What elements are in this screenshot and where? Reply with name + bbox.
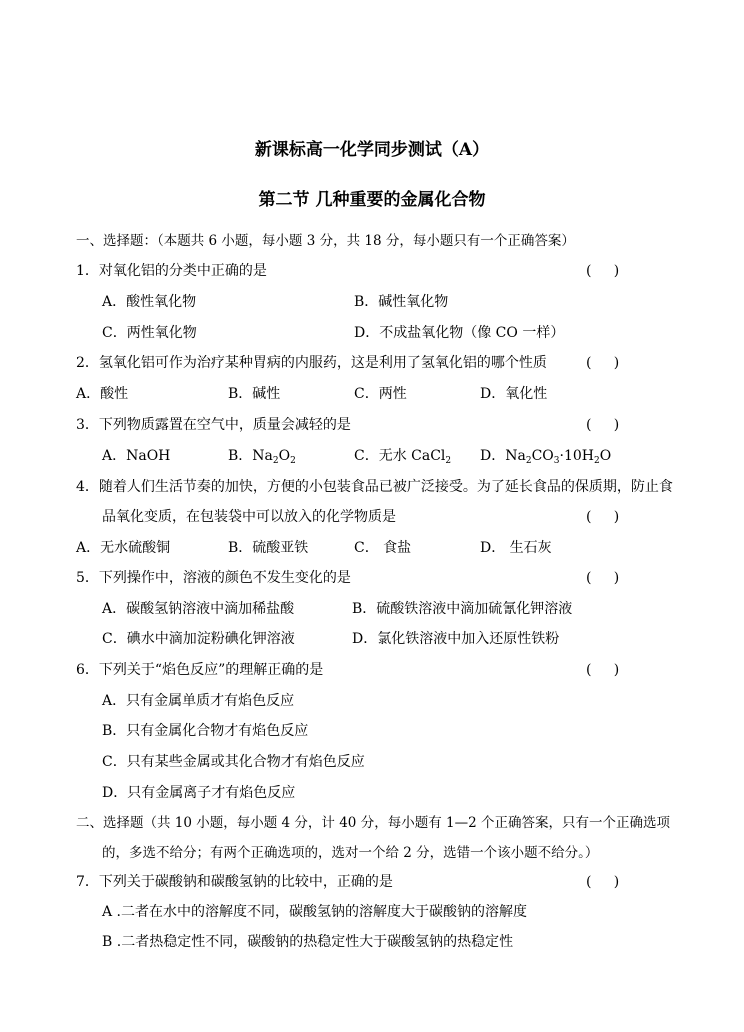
question-4-option-b: B．硫酸亚铁 <box>228 540 309 556</box>
question-2-answer-blank: ( ) <box>586 355 620 371</box>
question-3-option-b: B．$Na_2O_2$ <box>228 448 296 466</box>
question-1-option-d: D．不成盐氧化物（像 CO 一样） <box>354 325 565 341</box>
section2-heading-line1: 二、选择题（共 10 小题，每小题 4 分，计 40 分，每小题有 1—2 个正确答案，只有一个正确选项 <box>76 815 670 831</box>
question-3-option-a: A．NaOH <box>102 448 171 464</box>
question-5-option-b: B．硫酸铁溶液中滴加硫氰化钾溶液 <box>352 601 573 617</box>
question-2-stem: 2．氢氧化铝可作为治疗某种胃病的内服药，这是利用了氢氧化铝的哪个性质 <box>76 355 547 371</box>
question-7-answer-blank: ( ) <box>586 874 620 890</box>
question-4-answer-blank: ( ) <box>586 509 620 525</box>
question-3-option-c: C．无水 CaCl$_2$ <box>354 448 452 466</box>
question-5-answer-blank: ( ) <box>586 570 620 586</box>
question-7-option-a: A .二者在水中的溶解度不同，碳酸氢钠的溶解度大于碳酸钠的溶解度 <box>102 904 528 920</box>
question-3-stem: 3．下列物质露置在空气中，质量会减轻的是 <box>76 417 351 433</box>
question-4-option-a: A．无水硫酸铜 <box>76 540 171 556</box>
question-1-option-c: C．两性氧化物 <box>102 325 197 341</box>
question-1-option-b: B．碱性氧化物 <box>354 294 449 310</box>
question-6-stem: 6．下列关于“焰色反应”的理解正确的是 <box>76 662 324 678</box>
question-2-option-d: D．氧化性 <box>480 386 548 402</box>
section2-heading-line2: 的，多选不给分；有两个正确选项的，选对一个给 2 分，选错一个该小题不给分。） <box>102 845 599 861</box>
question-5-option-c: C．碘水中滴加淀粉碘化钾溶液 <box>102 631 295 647</box>
question-1-stem: 1．对氧化铝的分类中正确的是 <box>76 263 267 279</box>
question-5-stem: 5．下列操作中，溶液的颜色不发生变化的是 <box>76 570 351 586</box>
question-6-option-a: A．只有金属单质才有焰色反应 <box>102 693 295 709</box>
question-6-option-d: D．只有金属离子才有焰色反应 <box>102 785 296 801</box>
question-7-stem: 7．下列关于碳酸钠和碳酸氢钠的比较中，正确的是 <box>76 874 393 890</box>
question-3-answer-blank: ( ) <box>586 417 620 433</box>
question-4-stem-line1: 4．随着人们生活节奏的加快，方便的小包装食品已被广泛接受。为了延长食品的保质期，防止食 <box>76 479 673 495</box>
section1-heading: 一、选择题：（本题共 6 小题，每小题 3 分，共 18 分，每小题只有一个正确答案） <box>76 233 575 249</box>
question-1-answer-blank: ( ) <box>586 263 620 279</box>
question-6-answer-blank: ( ) <box>586 662 620 678</box>
question-4-option-c: C． 食盐 <box>354 540 412 556</box>
question-5-option-d: D．氯化铁溶液中加入还原性铁粉 <box>352 631 560 647</box>
question-7-option-b: B .二者热稳定性不同，碳酸钠的热稳定性大于碳酸氢钠的热稳定性 <box>102 934 514 950</box>
question-6-option-c: C．只有某些金属或其化合物才有焰色反应 <box>102 754 365 770</box>
question-2-option-b: B．碱性 <box>228 386 281 402</box>
question-5-option-a: A．碳酸氢钠溶液中滴加稀盐酸 <box>102 601 295 617</box>
question-6-option-b: B．只有金属化合物才有焰色反应 <box>102 723 309 739</box>
question-4-stem-line2: 品氧化变质，在包装袋中可以放入的化学物质是 <box>102 509 396 525</box>
page-title: 新课标高一化学同步测试（A） <box>254 140 490 160</box>
question-4-option-d: D． 生石灰 <box>480 540 552 556</box>
question-1-option-a: A．酸性氧化物 <box>102 294 197 310</box>
section-subtitle: 第二节 几种重要的金属化合物 <box>258 190 486 210</box>
question-2-option-a: A．酸性 <box>76 386 129 402</box>
question-2-option-c: C．两性 <box>354 386 407 402</box>
question-3-option-d: D．$Na_2CO_3\cdot 10H_2O$ <box>480 448 612 466</box>
